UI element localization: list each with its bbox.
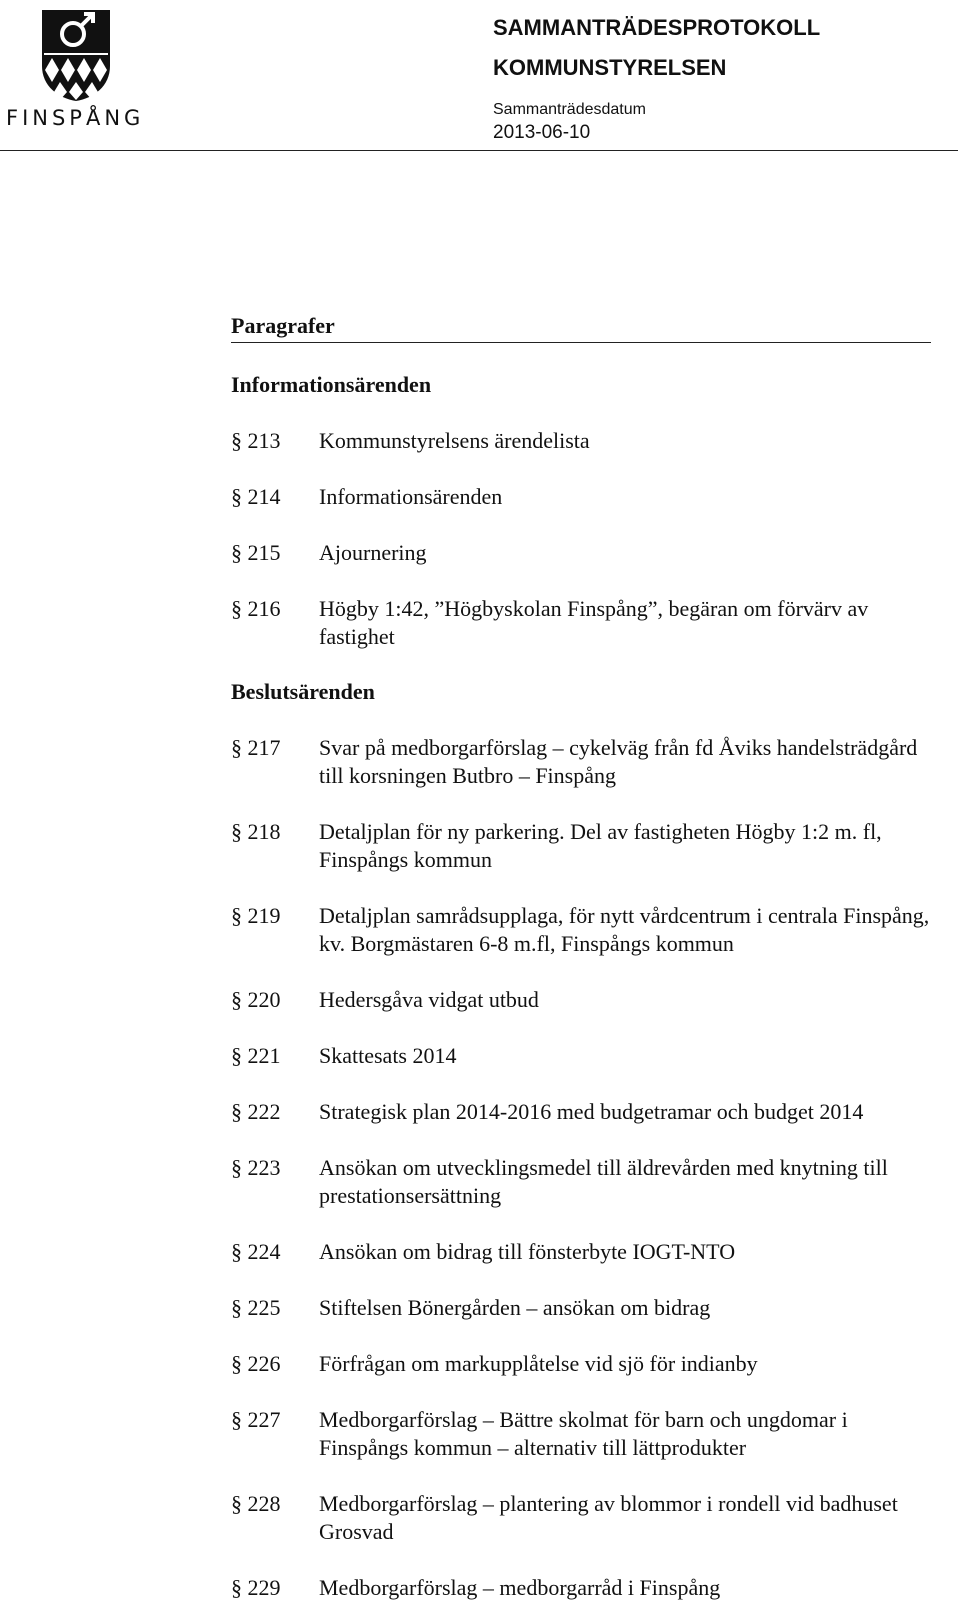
paragraph-number: § 224	[231, 1239, 281, 1264]
list-item	[231, 1042, 931, 1070]
group-heading-decisions: Beslutsärenden	[231, 679, 375, 704]
paragraph-title: Högby 1:42, ”Högbyskolan Finspång”, begäran om förvärv av fastighet	[319, 596, 869, 649]
list-item	[231, 986, 931, 1014]
paragraph-index	[231, 312, 931, 1602]
paragraph-title: Medborgarförslag – Bättre skolmat för barn och ungdomar i Finspångs kommun – alternativ till lättprodukter	[319, 1407, 848, 1460]
paragraph-number: § 226	[231, 1351, 281, 1376]
paragraph-title: Ansökan om bidrag till fönsterbyte IOGT-NTO	[319, 1239, 736, 1264]
paragraph-number: § 216	[231, 596, 281, 621]
list-item	[231, 902, 931, 958]
paragraph-number: § 213	[231, 428, 281, 453]
section-title: Paragrafer	[231, 312, 931, 343]
header-divider	[0, 150, 958, 151]
list-item	[231, 427, 931, 455]
paragraph-title: Förfrågan om markupplåtelse vid sjö för indianby	[319, 1351, 758, 1376]
municipality-logo	[6, 8, 146, 133]
paragraph-title: Medborgarförslag – plantering av blommor i rondell vid badhuset Grosvad	[319, 1491, 898, 1544]
list-item	[231, 1490, 931, 1546]
paragraph-number: § 221	[231, 1043, 281, 1068]
paragraph-number: § 220	[231, 987, 281, 1012]
paragraph-title: Svar på medborgarförslag – cykelväg från fd Åviks handelsträdgård till korsningen Butbro – Finspång	[319, 735, 918, 788]
list-item	[231, 1238, 931, 1266]
paragraph-number: § 214	[231, 484, 281, 509]
meeting-date-label: Sammanträdesdatum	[493, 101, 646, 118]
list-item	[231, 1406, 931, 1462]
list-item	[231, 1574, 931, 1602]
list-item	[231, 595, 931, 651]
paragraph-title: Informationsärenden	[319, 484, 503, 509]
list-item	[231, 539, 931, 567]
list-item	[231, 483, 931, 511]
paragraph-title: Kommunstyrelsens ärendelista	[319, 428, 590, 453]
paragraph-number: § 225	[231, 1295, 281, 1320]
logo-wordmark: FINSPÅNG	[6, 106, 145, 130]
paragraph-number: § 227	[231, 1407, 281, 1432]
paragraph-number: § 217	[231, 735, 281, 760]
paragraph-title: Detaljplan för ny parkering. Del av fastigheten Högby 1:2 m. fl, Finspångs kommun	[319, 819, 882, 872]
document-subtitle: KOMMUNSTYRELSEN	[493, 55, 727, 80]
paragraph-number: § 219	[231, 903, 281, 928]
paragraph-number: § 218	[231, 819, 281, 844]
paragraph-title: Detaljplan samrådsupplaga, för nytt vårdcentrum i centrala Finspång, kv. Borgmästaren 6-8 m.fl, Finspångs kommun	[319, 903, 930, 956]
paragraph-number: § 229	[231, 1575, 281, 1600]
list-item	[231, 1294, 931, 1322]
paragraph-title: Ansökan om utvecklingsmedel till äldrevården med knytning till prestationsersättning	[319, 1155, 888, 1208]
paragraph-title: Strategisk plan 2014-2016 med budgetramar och budget 2014	[319, 1099, 864, 1124]
list-item	[231, 1098, 931, 1126]
paragraph-title: Hedersgåva vidgat utbud	[319, 987, 539, 1012]
paragraph-title: Ajournering	[319, 540, 427, 565]
paragraph-number: § 215	[231, 540, 281, 565]
list-item	[231, 818, 931, 874]
paragraph-title: Stiftelsen Bönergården – ansökan om bidrag	[319, 1295, 711, 1320]
list-item	[231, 1154, 931, 1210]
paragraph-title: Skattesats 2014	[319, 1043, 457, 1068]
paragraph-number: § 223	[231, 1155, 281, 1180]
list-item	[231, 1350, 931, 1378]
document-title: SAMMANTRÄDESPROTOKOLL	[493, 15, 821, 40]
group-heading-information: Informationsärenden	[231, 372, 432, 397]
document-header	[493, 8, 820, 146]
list-item	[231, 734, 931, 790]
coat-of-arms-icon	[40, 8, 112, 102]
paragraph-number: § 228	[231, 1491, 281, 1516]
paragraph-title: Medborgarförslag – medborgarråd i Finspång	[319, 1575, 721, 1600]
paragraph-number: § 222	[231, 1099, 281, 1124]
meeting-date-value: 2013-06-10	[493, 122, 591, 143]
